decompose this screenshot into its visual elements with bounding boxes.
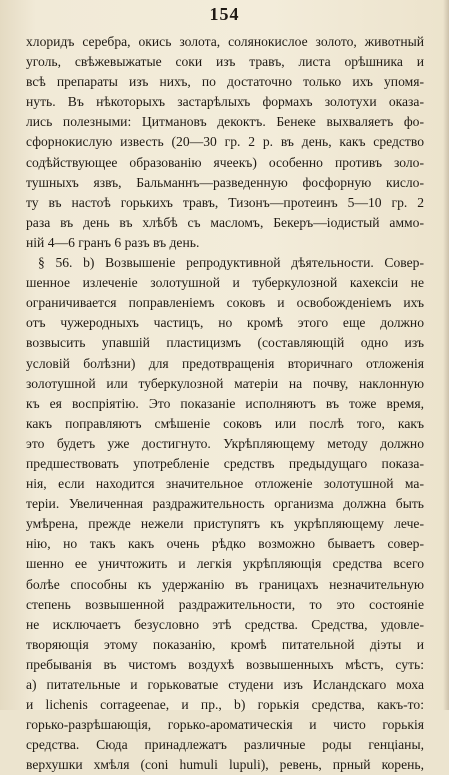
text-line: уголь, свѣжевыжатые соки изъ травъ, листа орѣшника и [26, 54, 424, 70]
text-line: тушныхъ язвъ, Бальманнъ—разведенную фосфорную кисло- [26, 174, 424, 190]
text-line: къ ея воспріятію. Это показаніе исполняютъ въ тоже время, [26, 395, 424, 411]
text-line: теріи. Увеличенная раздражительность организма должна быть [26, 496, 424, 512]
text-line: творяющія этому показанію, кромѣ питательной діэты и [26, 636, 424, 652]
text-line: нуть. Въ нѣкоторыхъ застарѣлыхъ формахъ золотухи оказа- [26, 94, 424, 110]
text-line: золотушной или туберкулозной матеріи на почву, наклонную [26, 375, 424, 391]
text-line: отъ чужеродныхъ частицъ, но кромѣ этого еще должно [26, 315, 424, 331]
text-line: нія, если находится значительное отложеніе золотушной ма- [26, 476, 424, 492]
section-heading-line: § 56. b) Возвышеніе репродуктивной дѣятельности. Совер- [38, 255, 424, 271]
text-line: средства. Сюда принадлежатъ различные роды генціаны, [26, 737, 424, 753]
text-line: пребыванія въ чистомъ воздухѣ возвышенныхъ мѣстъ, суть: [26, 656, 424, 672]
text-line: не исключаетъ безусловно этѣ средства. Средства, удовле- [26, 616, 424, 632]
text-line: условій болѣзни) для предотвращенія вторичнаго отложенія [26, 355, 424, 371]
text-line: горько-разрѣшающія, горько-ароматическія и чисто горькія [26, 717, 424, 733]
text-line: какъ поправляютъ смѣшеніе соковъ или послѣ того, какъ [26, 415, 424, 431]
text-line: нію, но такъ какъ очень рѣдко возможно бываетъ совер- [26, 536, 424, 552]
text-line: возвысить упавшій пластицизмъ (составляющій одно изъ [26, 335, 424, 351]
text-line: сфорнокислую известь (20—30 гр. 2 р. въ день, какъ средство [26, 134, 424, 150]
text-line: всѣ препараты изъ нихъ, по достаточно только ихъ упомя- [26, 74, 424, 90]
text-line: ограничивается поправленіемъ соковъ и освобожденіемъ ихъ [26, 295, 424, 311]
text-line: а) питательные и горьковатые студени изъ Исландскаго моха [26, 677, 424, 692]
text-line: хлоридъ серебра, окись золота, солянокислое золото, животный [26, 34, 424, 49]
text-line: шенно ее уничтожить и легкія укрѣпляющія средства всего [26, 556, 424, 572]
text-line: содѣйствующее образованію ячеекъ) особенно противъ золо- [26, 154, 424, 170]
text-line: лись полезными: Цитмановъ декоктъ. Бенеке выхваляетъ фо- [26, 114, 424, 130]
text-line: верхушки хмѣля (coni humuli lupuli), ревень, прный корень, [26, 757, 424, 773]
text-line: шенное излеченіе золотушной и туберкулозной кахексіи не [26, 275, 424, 291]
text-line: и lichenis corrageenae, и пр., b) горькія средства, какъ-то: [26, 697, 424, 713]
page-edge-shadow [443, 0, 449, 710]
body-text [26, 32, 424, 775]
page-number: 154 [209, 4, 240, 24]
text-line: болѣе способны къ удержанію въ границахъ незначительную [26, 576, 424, 592]
text-line: раза въ день въ хлѣбѣ съ масломъ, Бекеръ—іодистый аммо- [26, 214, 424, 230]
text-line: умѣрена, прежде нежели приступятъ къ укрѣпляющему лече- [26, 516, 424, 532]
text-line: предшествовать употребленіе средствъ предыдущаго показа- [26, 455, 424, 471]
text-line: ній 4—6 гранъ 6 разъ въ день. [26, 234, 200, 250]
text-line: ту въ настоѣ горькихъ травъ, Тизонъ—протеинъ 5—10 гр. 2 [26, 194, 424, 210]
text-line: степень возвышенной раздражительности, то это состояніе [26, 596, 424, 612]
text-line: это будетъ уже достигнуто. Укрѣпляющему методу должно [26, 435, 424, 451]
